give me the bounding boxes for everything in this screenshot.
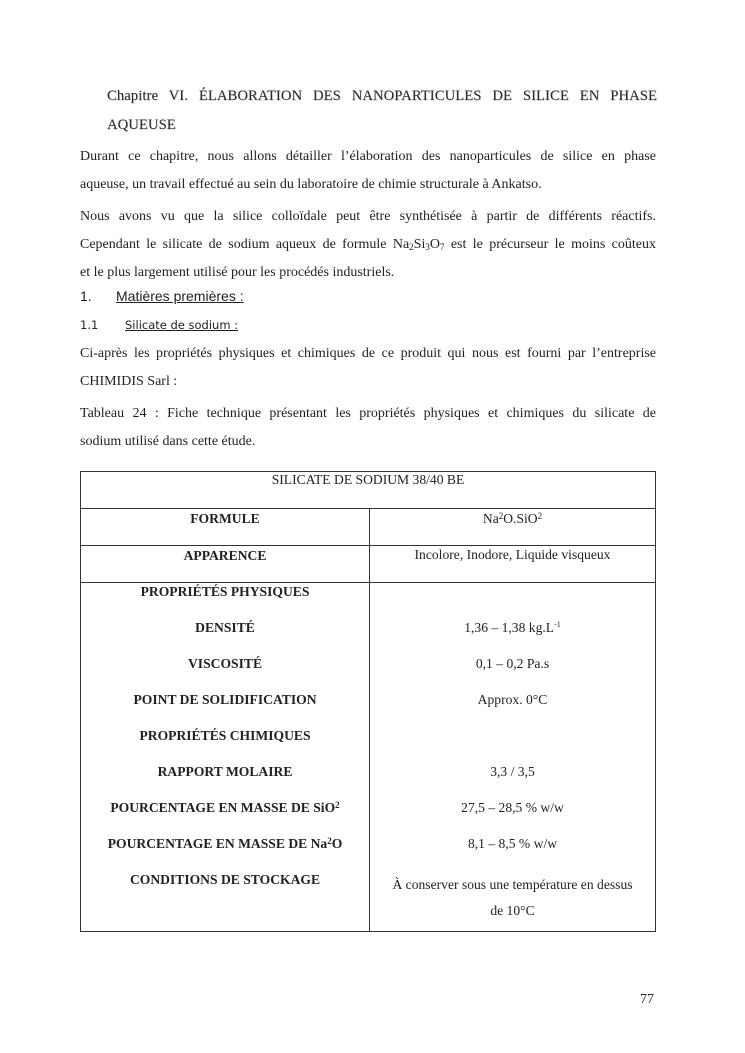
solidification-label: POINT DE SOLIDIFICATION	[133, 692, 317, 707]
text-line: de 10°C	[490, 903, 535, 918]
viscosite-label: VISCOSITÉ	[187, 656, 263, 671]
empty-cell	[370, 727, 655, 763]
text-span: POURCENTAGE EN MASSE DE SiO	[110, 800, 336, 815]
table-caption	[80, 400, 656, 456]
subscript: 2	[409, 242, 414, 252]
section-number: 1.	[80, 288, 92, 304]
text-span: POURCENTAGE EN MASSE DE Na	[107, 836, 328, 851]
section-number: 1.1	[80, 318, 99, 332]
text-line: aqueuse, un travail effectué au sein du laboratoire de chimie structurale à Ankatso.	[80, 177, 542, 192]
section-heading-1	[80, 288, 244, 304]
intro-paragraph-1	[80, 143, 656, 199]
chapter-title-line2: AQUEUSE	[107, 117, 176, 133]
molaire-label: RAPPORT MOLAIRE	[157, 764, 293, 779]
formule-value	[370, 509, 656, 546]
formule-label	[81, 509, 370, 546]
text-line: À conserver sous une température en dessus	[392, 877, 633, 892]
cell-text	[370, 509, 655, 545]
na2o-value: 8,1 – 8,5 % w/w	[467, 836, 558, 851]
sio2-label	[81, 799, 369, 835]
properties-value-column	[370, 583, 656, 932]
subscript: 2	[498, 511, 504, 521]
properties-label-column	[81, 583, 370, 932]
text-line: CHIMIDIS Sarl :	[80, 374, 178, 389]
na2o-label	[81, 835, 369, 871]
text-span: 1,36 – 1,38 kg.L	[464, 620, 555, 635]
text-line: Ci-après les propriétés physiques et chimiques de ce produit qui nous est fourni par l’entreprise	[80, 346, 656, 361]
densite-label: DENSITÉ	[195, 620, 255, 635]
text-span: O.SiO	[503, 511, 538, 526]
table-row	[81, 509, 656, 546]
viscosite-value: 0,1 – 0,2 Pa.s	[475, 656, 550, 671]
section-title: Matières premières :	[116, 288, 244, 304]
chapter-title-line1: Chapitre VI. ÉLABORATION DES NANOPARTICULES DE SILICE EN PHASE	[107, 88, 657, 104]
superscript: -1	[554, 620, 561, 629]
sio2-value: 27,5 – 28,5 % w/w	[461, 800, 564, 815]
section-heading-1-1	[80, 318, 238, 332]
text-span: Si	[413, 237, 426, 252]
subscript: 3	[425, 242, 430, 252]
table-row	[81, 583, 656, 932]
chim-heading: PROPRIÉTÉS CHIMIQUES	[139, 728, 311, 743]
table-header: SILICATE DE SODIUM 38/40 BE	[81, 472, 656, 509]
text-line: sodium utilisé dans cette étude.	[80, 434, 256, 449]
text-span: O	[429, 237, 440, 252]
text-span: est le précurseur le moins coûteux	[444, 237, 656, 252]
stockage-value	[370, 871, 655, 924]
solidification-value: Approx. 0°C	[477, 692, 548, 707]
apparence-label	[81, 546, 370, 583]
molaire-value: 3,3 / 3,5	[490, 764, 535, 779]
subscript: 2	[335, 800, 340, 810]
stockage-label: CONDITIONS DE STOCKAGE	[129, 872, 321, 887]
apparence-value	[370, 546, 656, 583]
empty-cell	[370, 583, 655, 619]
section-title: Silicate de sodium :	[125, 318, 239, 332]
densite-value	[370, 619, 655, 655]
page-number: 77	[640, 992, 654, 1007]
text-line: et le plus largement utilisé pour les procédés industriels.	[80, 265, 395, 280]
table-row	[81, 546, 656, 583]
text-span: O	[331, 836, 343, 851]
supplier-paragraph	[80, 340, 656, 396]
cell-text: FORMULE	[190, 511, 260, 526]
text-span: Na	[482, 511, 499, 526]
phys-heading: PROPRIÉTÉS PHYSIQUES	[140, 584, 310, 599]
text-line: Tableau 24 : Fiche technique présentant les propriétés physiques et chimiques du silicate de	[80, 406, 656, 421]
cell-text: Incolore, Inodore, Liquide visqueux	[414, 547, 611, 562]
text-line: Durant ce chapitre, nous allons détailler l’élaboration des nanoparticules de silice en phase	[80, 149, 656, 164]
text-line-formula	[80, 231, 656, 259]
cell-text: APPARENCE	[183, 548, 267, 563]
subscript: 7	[439, 242, 445, 252]
text-span: Cependant le silicate de sodium aqueux de formule Na	[80, 237, 410, 252]
subscript: 2	[537, 511, 543, 521]
subscript: 2	[327, 836, 332, 846]
intro-paragraph-2	[80, 203, 656, 287]
text-line: Nous avons vu que la silice colloïdale peut être synthétisée à partir de différents réactifs.	[80, 209, 656, 224]
technical-sheet-table	[80, 471, 656, 932]
